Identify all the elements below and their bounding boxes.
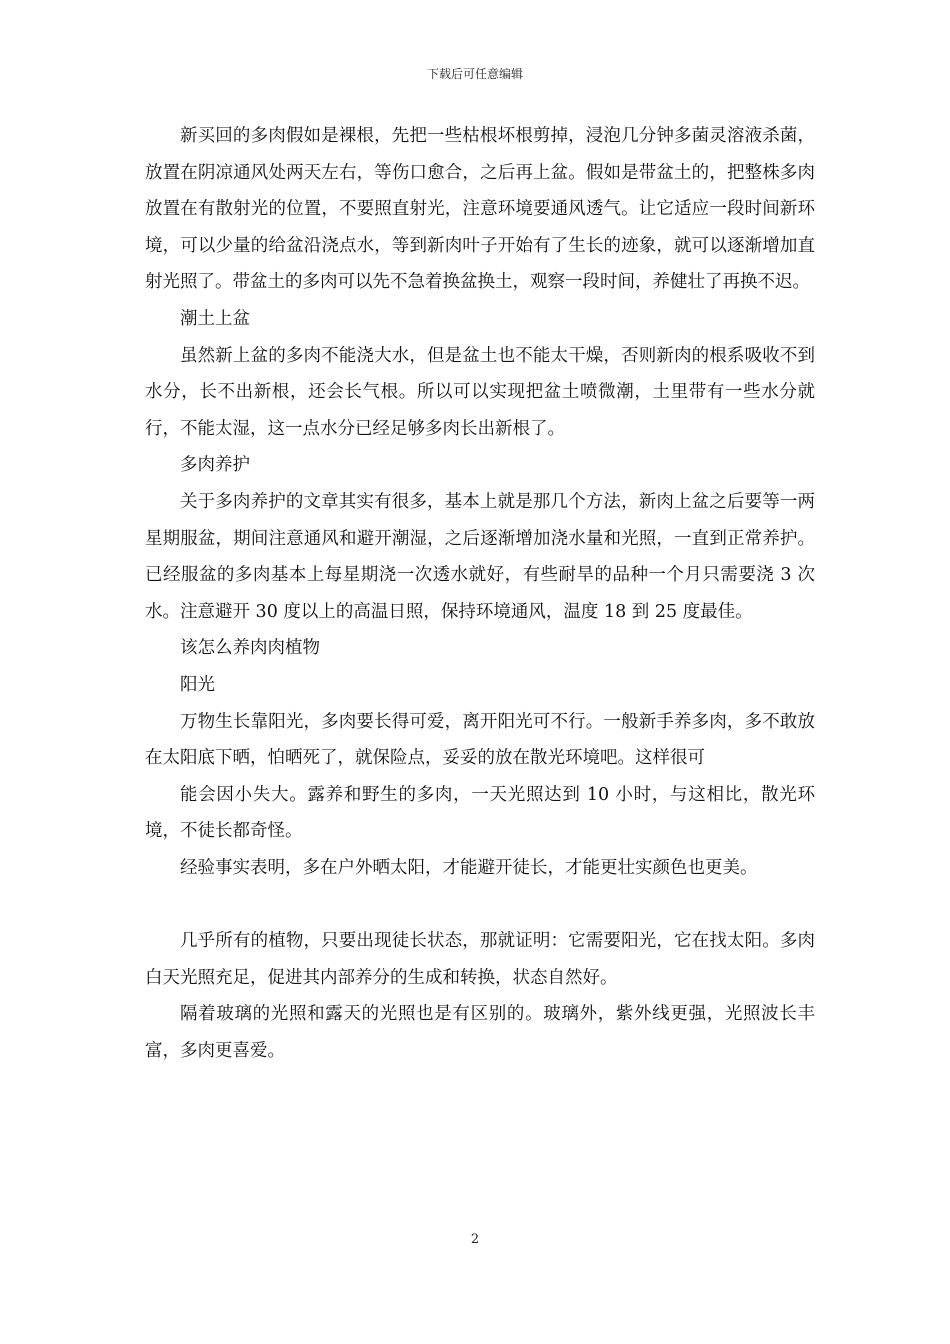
page-number: 2 xyxy=(470,1232,480,1247)
heading-succulent-care: 多肉养护 xyxy=(180,455,250,476)
paragraph-sunlight-4: 几乎所有的植物，只要出现徒长状态，那就证明：它需要阳光，它在找太阳。多肉白天光照充足，促进其内部养分的生成和转换，状态自然好。 xyxy=(145,931,815,988)
paragraph-repotting-new: 新买回的多肉假如是裸根，先把一些枯根坏根剪掉，浸泡几分钟多菌灵溶液杀菌，放置在阴凉通风处两天左右，等伤口愈合，之后再上盆。假如是带盆土的，把整株多肉放置在有散射光的位置，不要照直射光，注意环境要通风透气。让它适应一段时间新环境，可以少量的给盆沿浇点水，等到新肉叶子开始有了生长的迹象，就可以逐渐增加直射光照了。带盆土的多肉可以先不急着换盆换土，观察一段时间，养健壮了再换不迟。 xyxy=(145,126,815,293)
document-body xyxy=(145,118,815,1069)
heading-moist-soil: 潮土上盆 xyxy=(180,308,250,329)
paragraph-sunlight-2: 能会因小失大。露养和野生的多肉，一天光照达到 10 小时，与这相比，散光环境，不徒长都奇怪。 xyxy=(145,784,815,842)
paragraph-moist-soil: 虽然新上盆的多肉不能浇大水，但是盆土也不能太干燥，否则新肉的根系吸收不到水分，长不出新根，还会长气根。所以可以实现把盆土喷微潮，土里带有一些水分就行，不能太湿，这一点水分已经足够多肉长出新根了。 xyxy=(145,345,815,439)
heading-how-to-grow: 该怎么养肉肉植物 xyxy=(180,638,320,659)
paragraph-succulent-care: 关于多肉养护的文章其实有很多，基本上就是那几个方法，新肉上盆之后要等一两星期服盆，期间注意通风和避开潮湿，之后逐渐增加浇水量和光照，一直到正常养护。已经服盆的多肉基本上每星期浇一次透水就好，有些耐旱的品种一个月只需要浇 3 次水。注意避开 30 度以上的高温日照，保持环境通风，温度 18 到 25 度最佳。 xyxy=(145,491,815,622)
blank-line xyxy=(145,886,815,923)
paragraph-sunlight-1: 万物生长靠阳光，多肉要长得可爱，离开阳光可不行。一般新手养多肉，多不敢放在太阳底下晒，怕晒死了，就保险点，妥妥的放在散光环境吧。这样很可 xyxy=(145,711,815,769)
page-header: 下载后可任意编辑 xyxy=(426,67,523,81)
paragraph-glass-light: 隔着玻璃的光照和露天的光照也是有区别的。玻璃外，紫外线更强，光照波长丰富，多肉更喜爱。 xyxy=(145,1004,815,1061)
paragraph-sunlight-3: 经验事实表明，多在户外晒太阳，才能避开徒长，才能更壮实颜色也更美。 xyxy=(180,857,758,878)
heading-sunlight: 阳光 xyxy=(180,674,215,695)
